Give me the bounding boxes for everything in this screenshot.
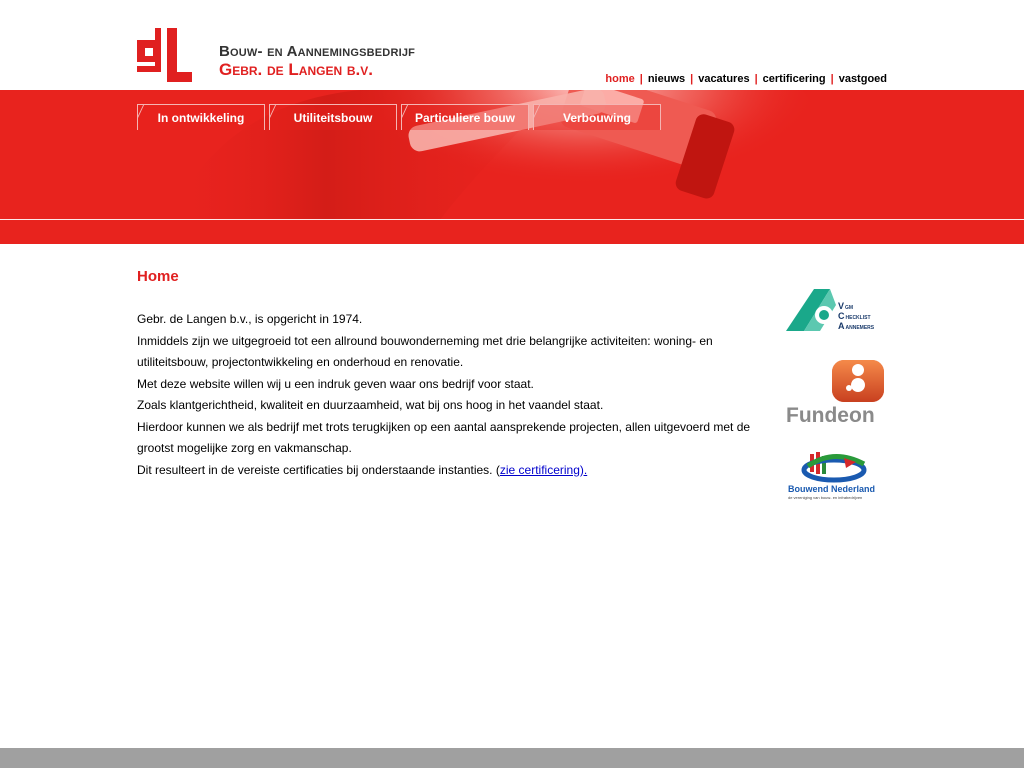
page-title: Home bbox=[137, 268, 179, 285]
nav-separator: | bbox=[639, 73, 643, 85]
paragraph: Gebr. de Langen b.v., is opgericht in 1974. bbox=[137, 312, 363, 326]
tab-in-ontwikkeling[interactable] bbox=[137, 104, 265, 130]
dl-logo-icon bbox=[137, 28, 193, 84]
tab-utiliteitsbouw[interactable] bbox=[269, 104, 397, 130]
intro-text bbox=[137, 309, 757, 481]
paragraph-certification bbox=[137, 460, 757, 482]
nav-certificering[interactable]: certificering bbox=[762, 73, 826, 85]
top-navigation bbox=[605, 73, 887, 85]
footer-bar bbox=[0, 748, 1024, 768]
certificering-link[interactable]: zie certificering). bbox=[499, 462, 588, 477]
fundeon-icon bbox=[786, 358, 886, 426]
nav-separator: | bbox=[754, 73, 758, 85]
svg-text:de vereniging van bouw- en inf: de vereniging van bouw- en infrabedrijven bbox=[788, 495, 863, 500]
logo-line-2: Gebr. de Langen b.v. bbox=[219, 60, 373, 79]
svg-text:Bouwend Nederland: Bouwend Nederland bbox=[788, 484, 876, 494]
vca-logo[interactable] bbox=[786, 285, 886, 335]
paragraph-text: Dit resulteert in de vereiste certificaties bij onderstaande instanties. ( bbox=[137, 462, 500, 477]
tab-label: Particuliere bouw bbox=[414, 110, 516, 125]
banner-divider bbox=[0, 219, 1024, 220]
tab-label: In ontwikkeling bbox=[157, 110, 245, 125]
tab-verbouwing[interactable] bbox=[533, 104, 661, 130]
svg-text:Fundeon: Fundeon bbox=[786, 404, 875, 426]
bouwend-nederland-logo[interactable] bbox=[786, 448, 886, 503]
bouwend-nederland-icon bbox=[786, 448, 886, 503]
nav-separator: | bbox=[830, 73, 834, 85]
nav-nieuws[interactable]: nieuws bbox=[647, 73, 686, 85]
nav-home[interactable]: home bbox=[605, 73, 635, 85]
nav-separator: | bbox=[690, 73, 694, 85]
svg-text:CHECKLIST: CHECKLIST bbox=[838, 311, 871, 321]
logo-line-1: Bouw- en Aannemingsbedrijf bbox=[219, 43, 416, 60]
vca-icon bbox=[786, 285, 886, 335]
nav-vastgoed[interactable]: vastgoed bbox=[838, 73, 887, 85]
company-logo[interactable] bbox=[137, 28, 437, 84]
nav-vacatures[interactable]: vacatures bbox=[698, 73, 750, 85]
paragraph: Met deze website willen wij u een indruk geven waar ons bedrijf voor staat. bbox=[137, 376, 534, 391]
fundeon-logo[interactable] bbox=[786, 358, 886, 426]
tab-particuliere-bouw[interactable] bbox=[401, 104, 529, 130]
tab-label: Utiliteitsbouw bbox=[293, 110, 373, 125]
svg-text:AANNEMERS: AANNEMERS bbox=[838, 321, 875, 331]
paragraph: Zoals klantgerichtheid, kwaliteit en duurzaamheid, wat bij ons hoog in het vaandel staat. bbox=[137, 398, 604, 412]
tab-label: Verbouwing bbox=[562, 110, 631, 125]
svg-text:VGM: VGM bbox=[838, 301, 854, 311]
paragraph: Hierdoor kunnen we als bedrijf met trots terugkijken op een aantal aansprekende projecten, allen uitgevoerd met de grootst mogelijke zorg en vakmanschap. bbox=[137, 419, 751, 455]
paragraph: Inmiddels zijn we uitgegroeid tot een allround bouwonderneming met drie belangrijke activiteiten: woning- en utiliteitsbouw, projectontwikkeling en onderhoud en renovatie. bbox=[137, 333, 713, 369]
